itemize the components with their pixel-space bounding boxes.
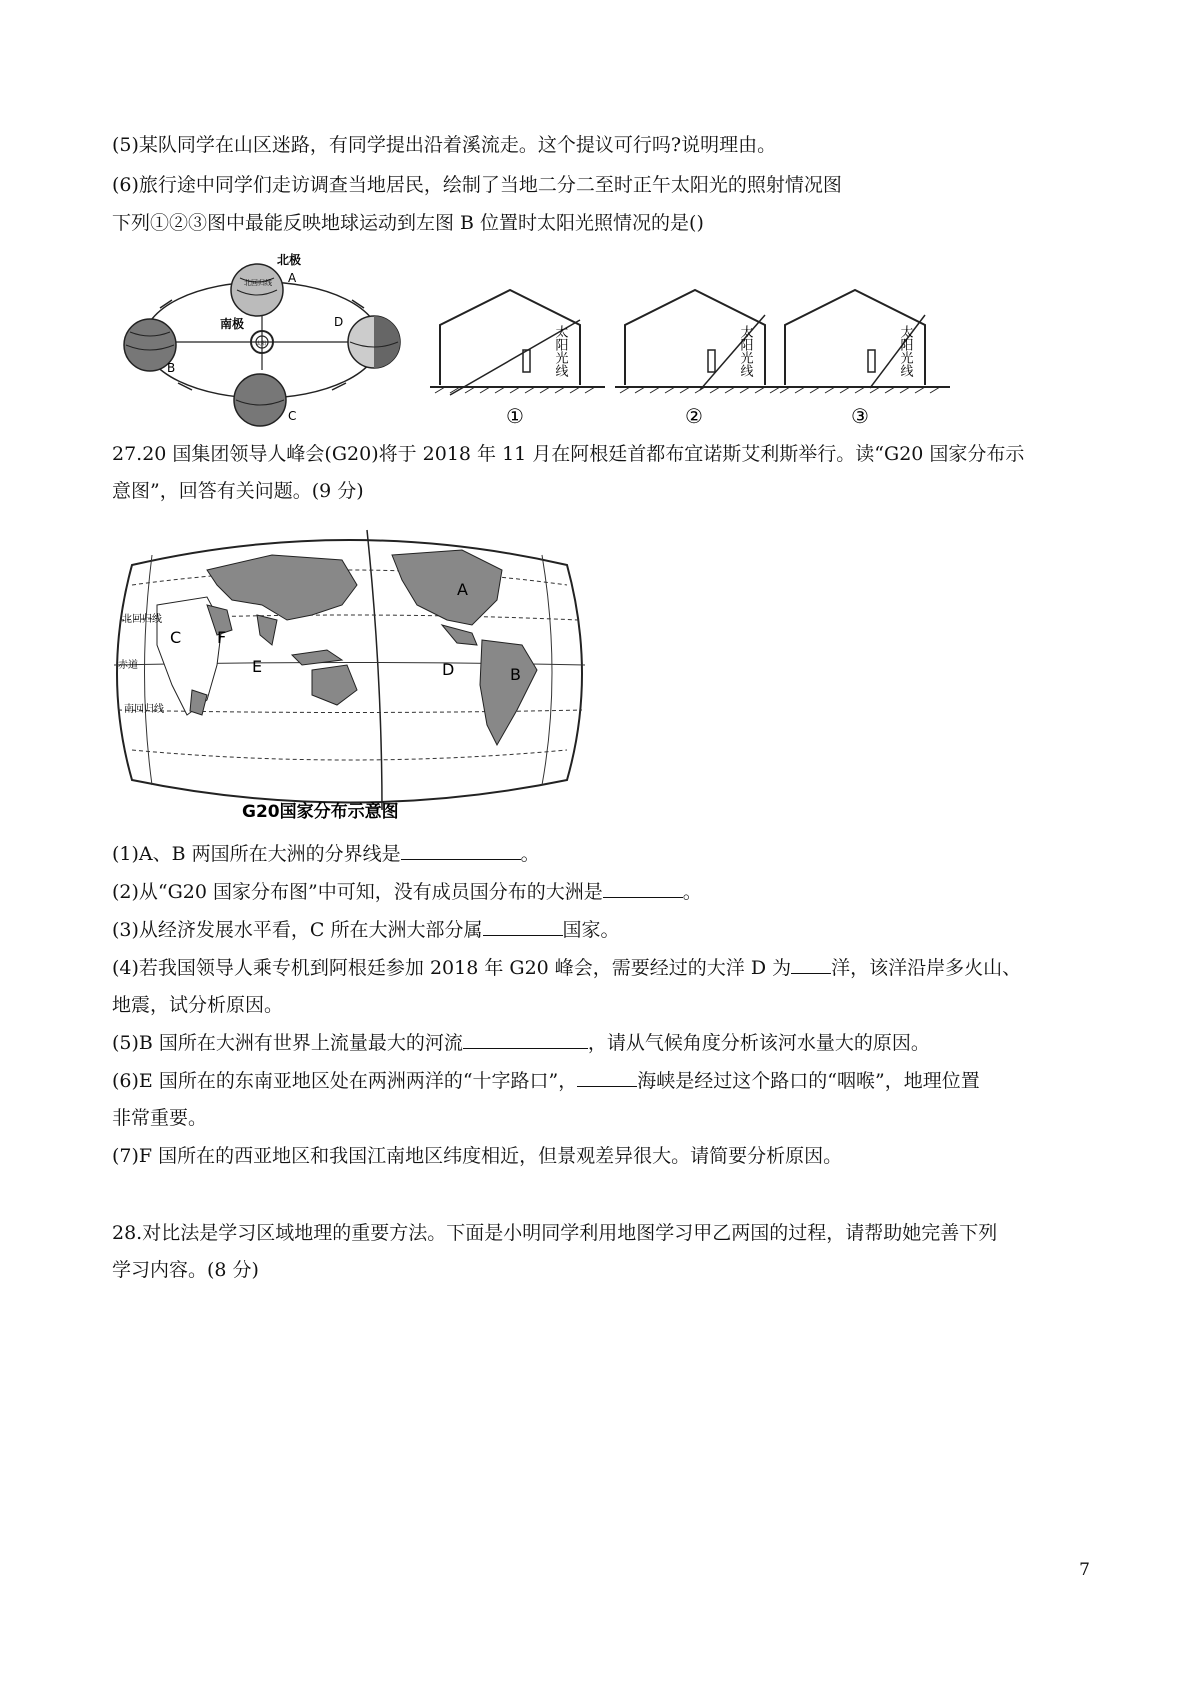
sun-label: 太阳 <box>256 341 267 347</box>
label-c: C <box>288 409 297 423</box>
north-pole-label: 北极 <box>277 253 302 267</box>
label-d: D <box>334 315 344 329</box>
q27-sub6-line2: 非常重要。 <box>112 1107 208 1129</box>
sunlight-houses-figure <box>430 255 1030 430</box>
map-letter-d: D <box>442 660 455 679</box>
house-3-sun-label: 太阳光线 <box>897 325 913 377</box>
globe-a <box>231 264 283 316</box>
house-2-sun-label: 太阳光线 <box>737 325 753 377</box>
label-a: A <box>288 271 297 285</box>
page-number: 7 <box>1079 1560 1090 1580</box>
q28-line2: 学习内容。(8 分) <box>112 1259 259 1281</box>
map-letter-a: A <box>457 580 468 599</box>
q27-sub5: (5)B 国所在大洲有世界上流量最大的河流 ，请从气候角度分析该河水量大的原因。 <box>112 1032 930 1054</box>
globe-label: 北回归线 <box>244 279 272 287</box>
answer-blank-6[interactable] <box>577 1068 637 1087</box>
lat-label-north-tropic: 北回归线 <box>122 614 162 625</box>
map-letter-e: E <box>252 657 263 676</box>
house-3-num: ③ <box>851 404 869 428</box>
g20-world-map <box>112 525 587 845</box>
answer-blank-1[interactable] <box>401 841 521 860</box>
q27-sub4: (4)若我国领导人乘专机到阿根廷参加 2018 年 G20 峰会，需要经过的大洋 D 为 洋，该洋沿岸多火山、 <box>112 957 1022 979</box>
q28-line1: 28.对比法是学习区域地理的重要方法。下面是小明同学利用地图学习甲乙两国的过程，请帮助她完善下列 <box>112 1222 998 1244</box>
globe-d <box>348 316 400 368</box>
house-2 <box>615 290 790 428</box>
q27-sub4-line2: 地震，试分析原因。 <box>112 994 284 1016</box>
label-b: B <box>167 361 176 375</box>
lat-label-south-tropic: 南回归线 <box>124 704 164 715</box>
q27-sub1: (1)A、B 两国所在大洲的分界线是 。 <box>112 843 540 865</box>
answer-blank-2[interactable] <box>603 879 683 898</box>
map-letter-f: F <box>217 628 227 647</box>
answer-blank-3[interactable] <box>483 917 563 936</box>
earth-orbit-figure <box>112 250 412 430</box>
q27-sub7: (7)F 国所在的西亚地区和我国江南地区纬度相近，但景观差异很大。请简要分析原因。 <box>112 1145 843 1167</box>
house-2-num: ② <box>685 404 703 428</box>
house-3 <box>775 290 950 428</box>
map-letter-b: B <box>510 665 521 684</box>
q26-sub6-line2: 下列①②③图中最能反映地球运动到左图 B 位置时太阳光照情况的是() <box>112 212 704 234</box>
q27-line1: 27.20 国集团领导人峰会(G20)将于 2018 年 11 月在阿根廷首都布宜诺斯艾利斯举行。读“G20 国家分布示 <box>112 443 1025 465</box>
q27-sub6: (6)E 国所在的东南亚地区处在两洲两洋的“十字路口”， 海峡是经过这个路口的“咽喉”，地理位置 <box>112 1070 980 1092</box>
lat-label-equator: 赤道 <box>118 660 138 671</box>
q26-sub6-line1: (6)旅行途中同学们走访调查当地居民，绘制了当地二分二至时正午太阳光的照射情况图 <box>112 174 842 196</box>
answer-blank-5[interactable] <box>463 1030 588 1049</box>
answer-blank-4[interactable] <box>791 955 831 974</box>
q27-sub3: (3)从经济发展水平看，C 所在大洲大部分属 国家。 <box>112 919 620 941</box>
house-1-sun-label: 太阳光线 <box>552 325 568 377</box>
map-caption: G20国家分布示意图 <box>242 802 399 822</box>
house-1-num: ① <box>506 404 524 428</box>
q27-sub2: (2)从“G20 国家分布图”中可知，没有成员国分布的大洲是 。 <box>112 881 702 903</box>
south-pole-label: 南极 <box>220 317 245 331</box>
globe-c <box>234 374 286 426</box>
q27-line2: 意图”，回答有关问题。(9 分) <box>112 480 364 502</box>
map-letter-c: C <box>170 628 182 647</box>
house-1 <box>430 290 605 428</box>
q26-sub5: (5)某队同学在山区迷路，有同学提出沿着溪流走。这个提议可行吗?说明理由。 <box>112 134 777 156</box>
